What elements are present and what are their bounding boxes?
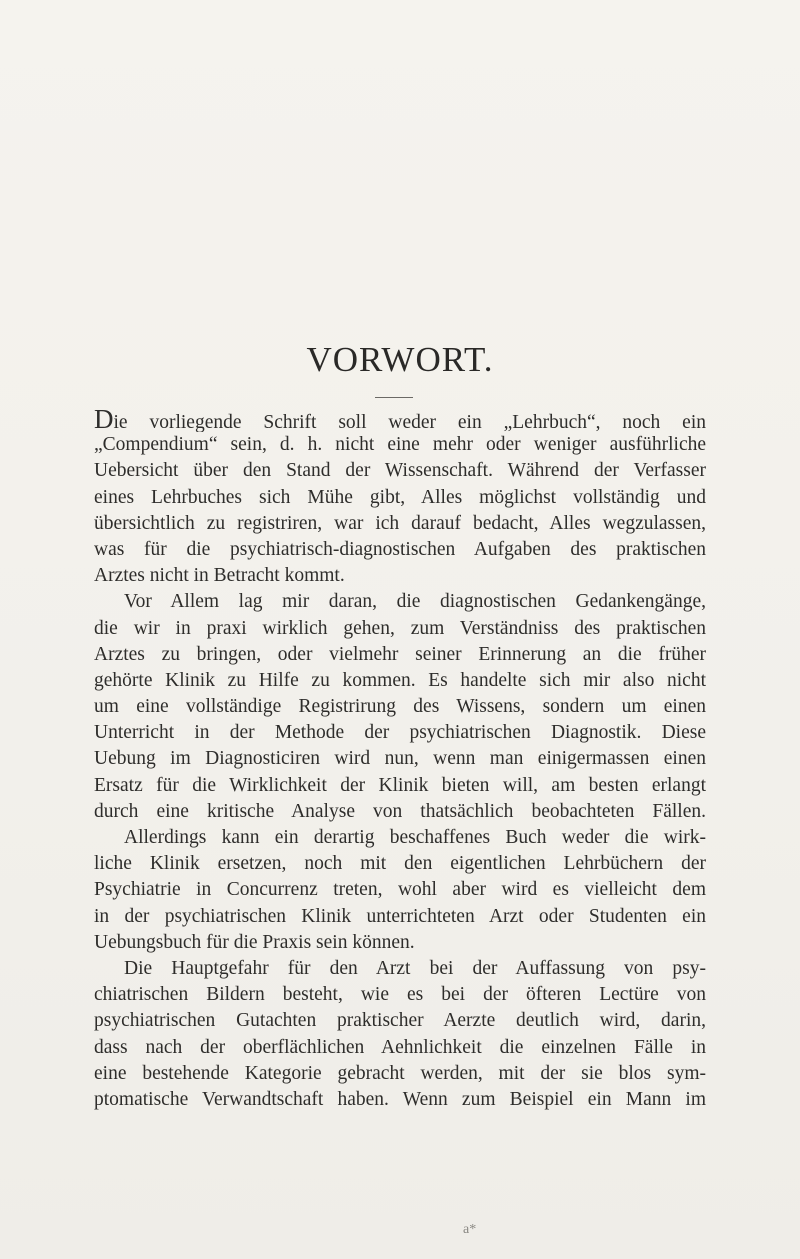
text-line-20: in der psychiatrischen Klinik unterrichteten Arzt oder Studenten ein xyxy=(94,905,706,927)
signature-mark: a* xyxy=(463,1222,477,1237)
text-line-4: eines Lehrbuches sich Mühe gibt, Alles möglichst vollständig und xyxy=(94,486,706,508)
text-line-16: durch eine kritische Analyse von thatsächlich beobachteten Fällen. xyxy=(94,800,706,822)
text-line-23: chiatrischen Bildern besteht, wie es bei der öfteren Lectüre von xyxy=(94,984,706,1006)
text-line-12: um eine vollständige Registrirung des Wissens, sondern um einen xyxy=(94,696,706,718)
text-line-5: übersichtlich zu registriren, war ich darauf bedacht, Alles wegzulassen, xyxy=(94,512,706,534)
text-line-7: Arztes nicht in Betracht kommt. xyxy=(94,565,345,587)
text-line-19: Psychiatrie in Concurrenz treten, wohl aber wird es vielleicht dem xyxy=(94,879,706,901)
text-line-24: psychiatrischen Gutachten praktischer Aerzte deutlich wird, darin, xyxy=(94,1010,706,1032)
body-text xyxy=(94,406,706,1113)
text-line-22: Die Hauptgefahr für den Arzt bei der Auffassung von psy- xyxy=(124,957,706,979)
text-line-13: Unterricht in der Methode der psychiatrischen Diagnostik. Diese xyxy=(94,722,706,744)
text-line-27: ptomatische Verwandtschaft haben. Wenn zum Beispiel ein Mann im xyxy=(94,1088,706,1110)
text-line-9: die wir in praxi wirklich gehen, zum Verständniss des praktischen xyxy=(94,617,706,639)
text-line-17: Allerdings kann ein derartig beschaffenes Buch weder die wirk- xyxy=(124,827,706,848)
text-line-1: Die vorliegende Schrift soll weder ein „Lehrbuch“, noch ein xyxy=(94,406,706,433)
text-line-15: Ersatz für die Wirklichkeit der Klinik bieten will, am besten erlangt xyxy=(94,774,706,796)
initial-letter: D xyxy=(94,406,114,433)
page-title: VORWORT. xyxy=(306,340,494,379)
text-line-8: Vor Allem lag mir daran, die diagnostischen Gedankengänge, xyxy=(124,591,706,613)
text-line-18: liche Klinik ersetzen, noch mit den eigentlichen Lehrbüchern der xyxy=(94,853,706,875)
text-line-26: eine bestehende Kategorie gebracht werden, mit der sie blos sym- xyxy=(94,1062,706,1084)
text-line-21: Uebungsbuch für die Praxis sein können. xyxy=(94,931,415,953)
text-line-6: was für die psychiatrisch-diagnostischen Aufgaben des praktischen xyxy=(94,538,706,560)
text-line-14: Uebung im Diagnosticiren wird nun, wenn man einigermassen einen xyxy=(94,748,706,770)
title-rule xyxy=(375,397,413,398)
text-line-3: Uebersicht über den Stand der Wissenschaft. Während der Verfasser xyxy=(94,460,706,482)
text-line-11: gehörte Klinik zu Hilfe zu kommen. Es handelte sich mir also nicht xyxy=(94,669,706,691)
text-line-2: „Compendium“ sein, d. h. nicht eine mehr oder weniger ausführliche xyxy=(94,434,706,456)
text-line-10: Arztes zu bringen, oder vielmehr seiner Erinnerung an die früher xyxy=(94,643,706,665)
text-line-25: dass nach der oberflächlichen Aehnlichkeit die einzelnen Fälle in xyxy=(94,1036,706,1058)
